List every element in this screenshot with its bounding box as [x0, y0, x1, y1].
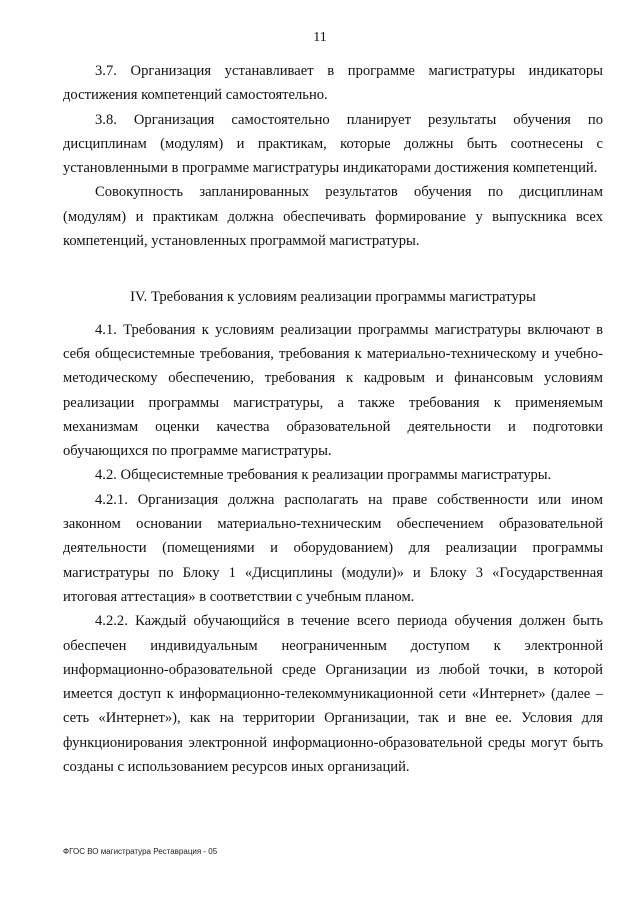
paragraph-3-8: 3.8. Организация самостоятельно планирует результаты обучения по дисциплинам (модулям) и практикам, которые должны быть соотнесены с установленными в программе магистратуры индикаторами достижения компетенций. [63, 111, 603, 177]
paragraph-4-2: 4.2. Общесистемные требования к реализации программы магистратуры. [95, 467, 552, 484]
paragraph-4-2-1: 4.2.1. Организация должна располагать на праве собственности или ином законном основании материально-техническим обеспечением образовательной деятельности (помещениями и оборудованием) для реализации программы магистратуры по Блоку 1 «Дисциплины (модули)» и Блоку 3 «Государственная итоговая аттестация» в соответствии с учебным планом. [63, 491, 603, 605]
paragraph-4-1: 4.1. Требования к условиям реализации программы магистратуры включают в себя общесистемные требования, требования к материально-техническому и учебно-методическому обеспечению, требования к кадровым и финансовым условиям реализации программы магистратуры, а также требования к применяемым механизмам оценки качества образовательной деятельности и подготовки обучающихся по программе магистратуры. [63, 321, 603, 460]
page-footer: ФГОС ВО магистратура Реставрация - 05 [63, 847, 218, 856]
paragraph-3-7: 3.7. Организация устанавливает в программе магистратуры индикаторы достижения компетенций самостоятельно. [63, 63, 603, 104]
page-content [63, 59, 603, 779]
paragraph-results-summary: Совокупность запланированных результатов обучения по дисциплинам (модулям) и практикам должна обеспечивать формирование у выпускника всех компетенций, установленных программой магистратуры. [63, 184, 603, 250]
paragraph-4-2-2: 4.2.2. Каждый обучающийся в течение всего периода обучения должен быть обеспечен индивидуальным неограниченным доступом к электронной информационно-образовательной среде Организации из любой точки, в которой имеется доступ к информационно-телекоммуникационной сети «Интернет» (далее – сеть «Интернет»), как на территории Организации, так и вне ее. Условия для функционирования электронной информационно-образовательной среды могут быть созданы с использованием ресурсов иных организаций. [63, 613, 603, 776]
section-heading: IV. Требования к условиям реализации программы магистратуры [130, 289, 536, 306]
page-number: 11 [313, 30, 327, 45]
